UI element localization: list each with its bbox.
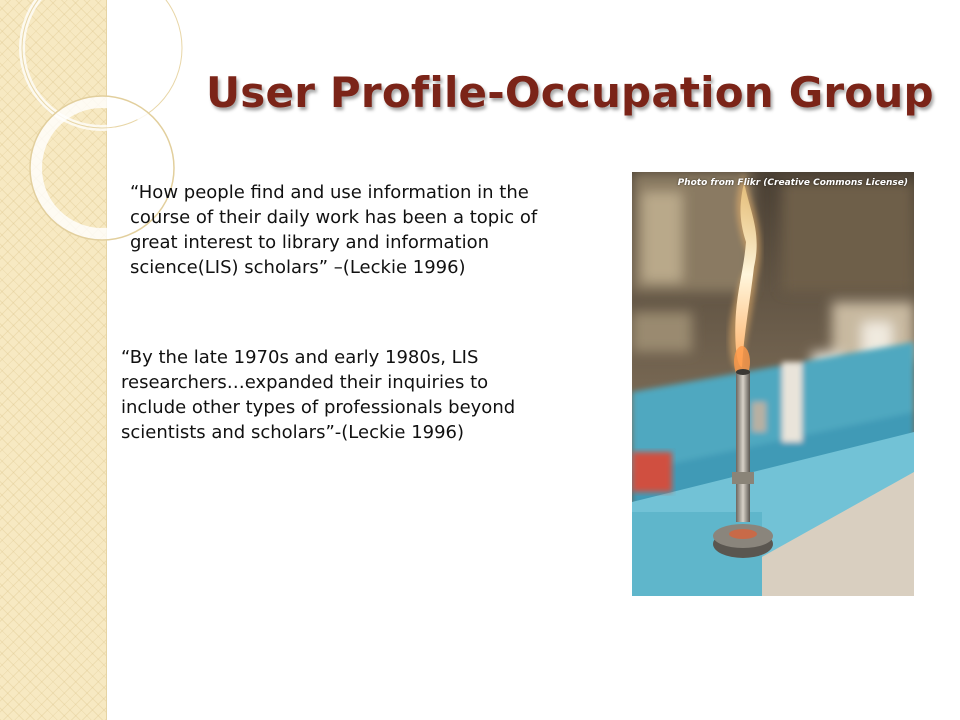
bunsen-burner-image — [632, 172, 914, 596]
slide-title: User Profile-Occupation Group — [206, 68, 934, 117]
lab-photo — [632, 172, 914, 596]
photo-credit: Photo from Flikr (Creative Commons License) — [677, 178, 908, 188]
quote-text: “How people find and use information in the course of their daily work has been a topic of great interest to library and information science(LIS) scholars” –(Leckie 1996) — [130, 182, 538, 278]
decorative-rings — [0, 0, 130, 240]
quote-text: “By the late 1970s and early 1980s, LIS researchers…expanded their inquiries to include other types of professionals beyond scientists and scholars”-(Leckie 1996) — [121, 347, 516, 443]
